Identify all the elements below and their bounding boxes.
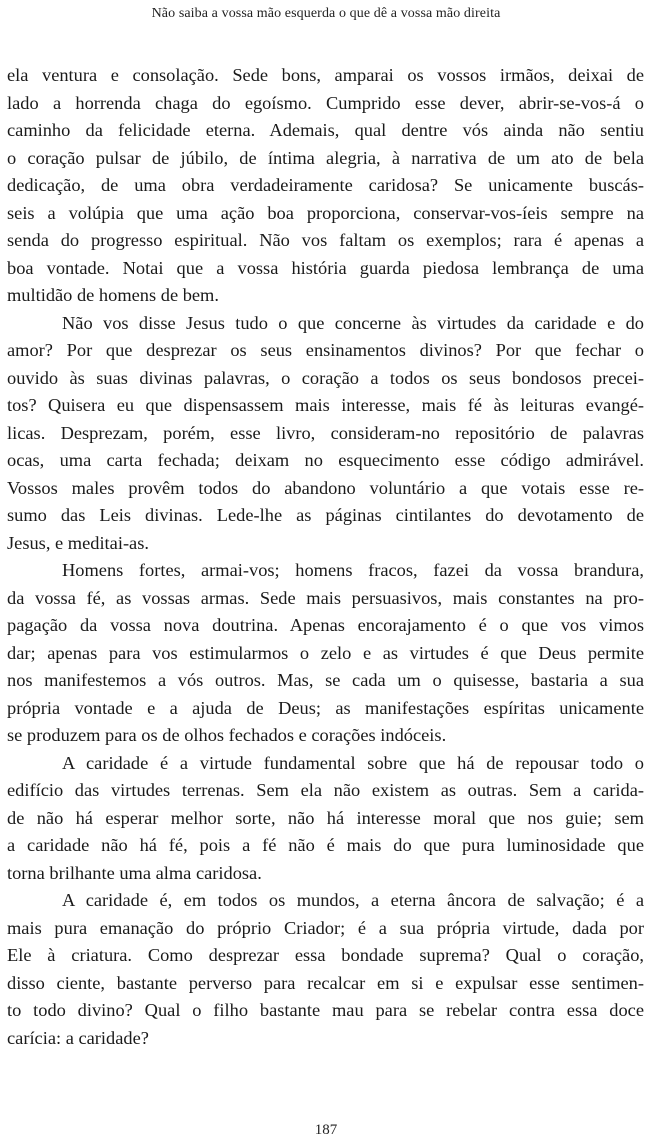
text-line: pagação da vossa nova doutrina. Apenas encorajamento é o que vos vimos: [7, 615, 644, 635]
text-line: carícia: a caridade?: [7, 1027, 149, 1048]
text-line: multidão de homens de bem.: [7, 285, 219, 305]
text-line: caminho da felicidade eterna. Ademais, qual dentre vós ainda não sentiu: [7, 120, 644, 140]
text-line: A caridade é, em todos os mundos, a eterna âncora de salvação; é a: [62, 890, 644, 910]
text-line: mais pura emanação do próprio Criador; é a sua própria virtude, dada por: [7, 917, 644, 938]
text-line: nos manifestemos a vós outros. Mas, se cada um o quisesse, bastaria a sua: [7, 670, 644, 690]
text-line: tos? Quisera eu que dispensassem mais interesse, mais fé às leituras evangé-: [7, 395, 644, 415]
text-line: de não há esperar melhor sorte, não há interesse moral que nos guie; sem: [7, 807, 644, 828]
body-text: [7, 62, 644, 1052]
text-line: Jesus, e meditai-as.: [7, 532, 149, 553]
paragraph-4: [7, 750, 644, 888]
text-line: amor? Por que desprezar os seus ensinamentos divinos? Por que fechar o: [7, 340, 644, 360]
paragraph-1: [7, 62, 644, 310]
text-line: Homens fortes, armai-vos; homens fracos, fazei da vossa brandura,: [62, 560, 644, 580]
text-line: senda do progresso espiritual. Não vos faltam os exemplos; rara é apenas a: [7, 230, 644, 250]
running-header: Não saiba a vossa mão esquerda o que dê a vossa mão direita: [151, 6, 501, 21]
text-line: da vossa fé, as vossas armas. Sede mais persuasivos, mais constantes na pro-: [7, 587, 644, 608]
text-line: boa vontade. Notai que a vossa história guarda piedosa lembrança de uma: [7, 257, 644, 278]
text-line: dedicação, de uma obra verdadeiramente caridosa? Se unicamente buscás-: [7, 175, 644, 195]
text-line: lado a horrenda chaga do egoísmo. Cumprido esse dever, abrir-se-vos-á o: [7, 92, 644, 113]
text-line: ocas, uma carta fechada; deixam no esquecimento esse código admirável.: [7, 450, 644, 470]
text-line: ela ventura e consolação. Sede bons, amparai os vossos irmãos, deixai de: [7, 65, 644, 85]
text-line: disso ciente, bastante perverso para recalcar em si e expulsar esse sentimen-: [7, 972, 644, 993]
paragraph-2: [7, 310, 644, 558]
text-line: própria vontade e a ajuda de Deus; as manifestações espíritas unicamente: [7, 697, 644, 718]
text-line: ouvido às suas divinas palavras, o coração a todos os seus bondosos precei-: [7, 367, 644, 388]
text-line: dar; apenas para vos estimularmos o zelo e as virtudes é que Deus permite: [7, 642, 644, 663]
text-line: se produzem para os de olhos fechados e corações indóceis.: [7, 725, 447, 745]
text-line: edifício das virtudes terrenas. Sem ela não existem as outras. Sem a carida-: [7, 780, 644, 800]
text-line: licas. Desprezam, porém, esse livro, consideram-no repositório de palavras: [7, 422, 644, 443]
text-line: a caridade não há fé, pois a fé não é mais do que pura luminosidade que: [7, 835, 644, 855]
text-line: Não vos disse Jesus tudo o que concerne às virtudes da caridade e do: [62, 312, 644, 333]
text-line: torna brilhante uma alma caridosa.: [7, 862, 262, 883]
text-line: Ele à criatura. Como desprezar essa bondade suprema? Qual o coração,: [7, 945, 644, 965]
text-line: o coração pulsar de júbilo, de íntima alegria, à narrativa de um ato de bela: [7, 147, 644, 168]
paragraph-3: [7, 557, 644, 750]
text-line: seis a volúpia que uma ação boa proporciona, conservar-vos-íeis sempre na: [7, 202, 644, 223]
text-line: Vossos males provêm todos do abandono voluntário a que votais esse re-: [7, 477, 644, 498]
paragraph-5: [7, 887, 644, 1052]
text-line: sumo das Leis divinas. Lede-lhe as páginas cintilantes do devotamento de: [7, 505, 644, 525]
page-number: 187: [314, 1122, 338, 1138]
text-line: to todo divino? Qual o filho bastante mau para se rebelar contra essa doce: [7, 1000, 644, 1020]
text-line: A caridade é a virtude fundamental sobre que há de repousar todo o: [62, 752, 644, 773]
